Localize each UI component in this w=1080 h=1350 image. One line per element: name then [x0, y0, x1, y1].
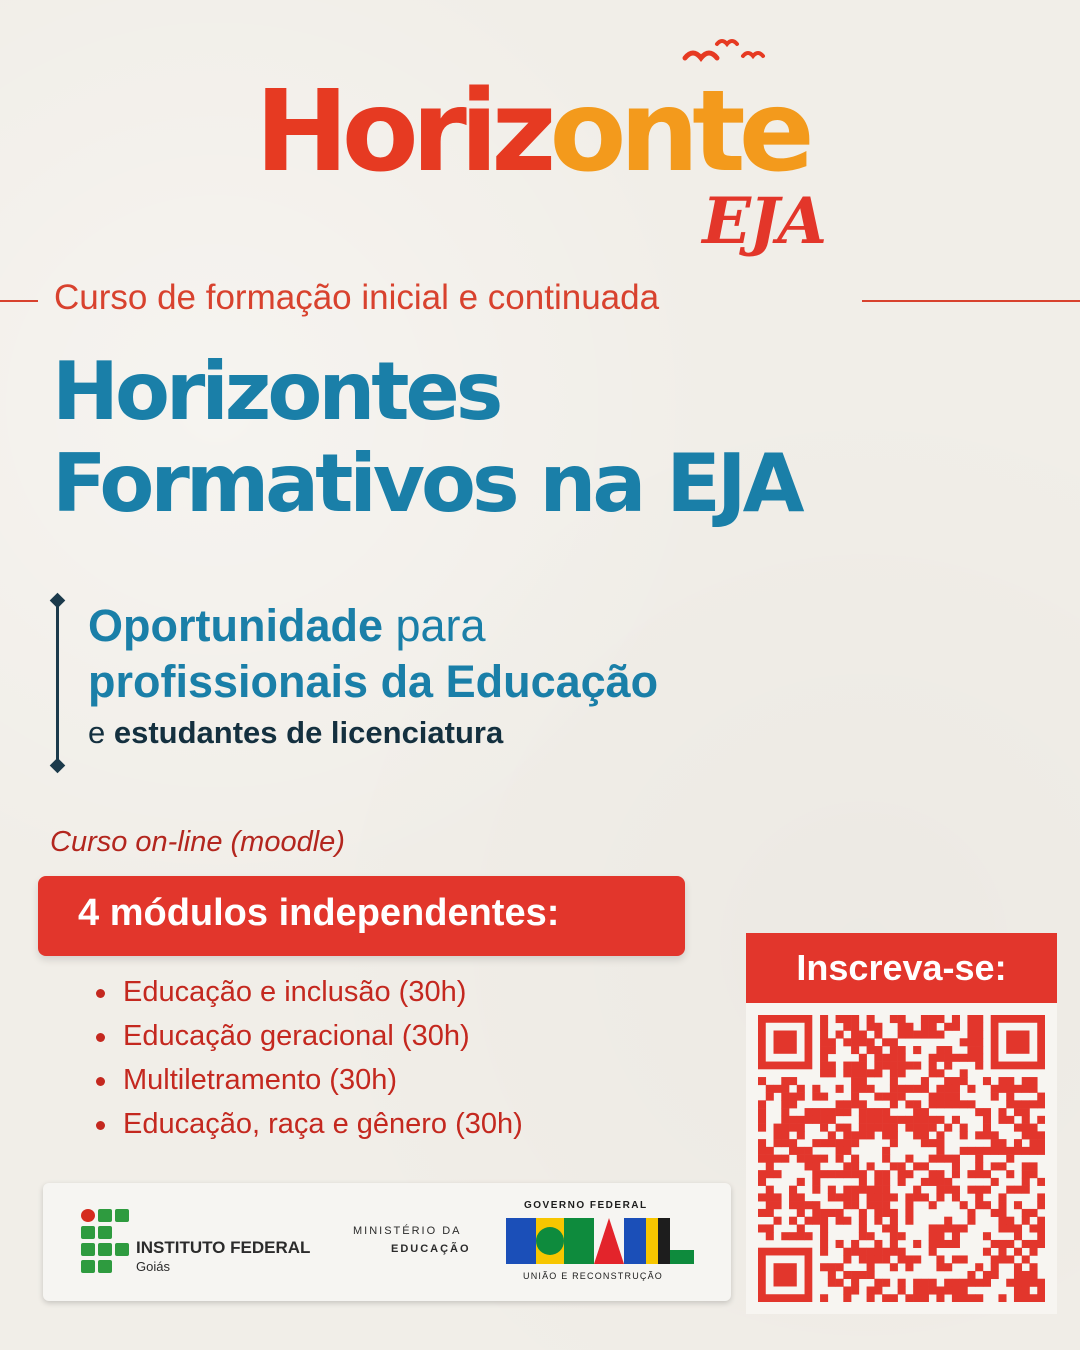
module-list: [96, 970, 523, 1146]
brasil-logo: [506, 1216, 694, 1266]
audience-line-3: [88, 710, 808, 756]
modules-banner: [38, 876, 685, 956]
audience-line-1: [88, 598, 808, 654]
course-title: [52, 346, 1032, 530]
logo-eja: EJA: [702, 184, 825, 259]
divider-right: [862, 300, 1080, 302]
audience-line-3-bold: estudantes de licenciatura: [113, 715, 504, 750]
audience-bold-word: Oportunidade: [88, 600, 383, 651]
modules-heading: 4 módulos independentes:: [78, 892, 560, 934]
instituto-federal-icon: [81, 1209, 131, 1273]
mec-line-2: EDUCAÇÃO: [391, 1243, 471, 1255]
accent-bar: [56, 600, 59, 766]
gov-bottom: UNIÃO E RECONSTRUÇÃO: [523, 1271, 664, 1281]
logo-wordmark: [255, 67, 808, 197]
signup-label-box: [746, 933, 1057, 1003]
logo-word-red: Horiz: [255, 67, 550, 197]
audience-block: [88, 598, 808, 756]
course-subtitle: Curso de formação inicial e continuada: [54, 278, 660, 317]
audience-line-1-rest: para: [382, 600, 486, 651]
signup-label: Inscreva-se:: [796, 947, 1007, 988]
list-item: Educação, raça e gênero (30h): [96, 1102, 523, 1146]
course-mode: Curso on-line (moodle): [50, 826, 345, 858]
ifg-campus: Goiás: [136, 1259, 170, 1274]
qr-code-icon[interactable]: [758, 1015, 1045, 1302]
subtitle-row: [0, 278, 1080, 324]
horizonte-eja-logo: [255, 36, 835, 259]
audience-line-3-prefix: e: [88, 715, 114, 750]
title-line-2: Formativos na EJA: [52, 437, 801, 530]
list-item: Multiletramento (30h): [96, 1058, 523, 1102]
logo-word-orange: onte: [549, 67, 808, 197]
list-item: Educação e inclusão (30h): [96, 970, 523, 1014]
partner-logos: [43, 1183, 731, 1301]
qr-code[interactable]: [746, 1003, 1057, 1314]
mec-line-1: MINISTÉRIO DA: [353, 1225, 462, 1237]
ifg-name: INSTITUTO FEDERAL: [136, 1238, 311, 1257]
gov-top: GOVERNO FEDERAL: [524, 1200, 648, 1211]
list-item: Educação geracional (30h): [96, 1014, 523, 1058]
title-line-1: Horizontes: [52, 345, 500, 438]
divider-left: [0, 300, 38, 302]
audience-line-2: profissionais da Educação: [88, 656, 659, 707]
